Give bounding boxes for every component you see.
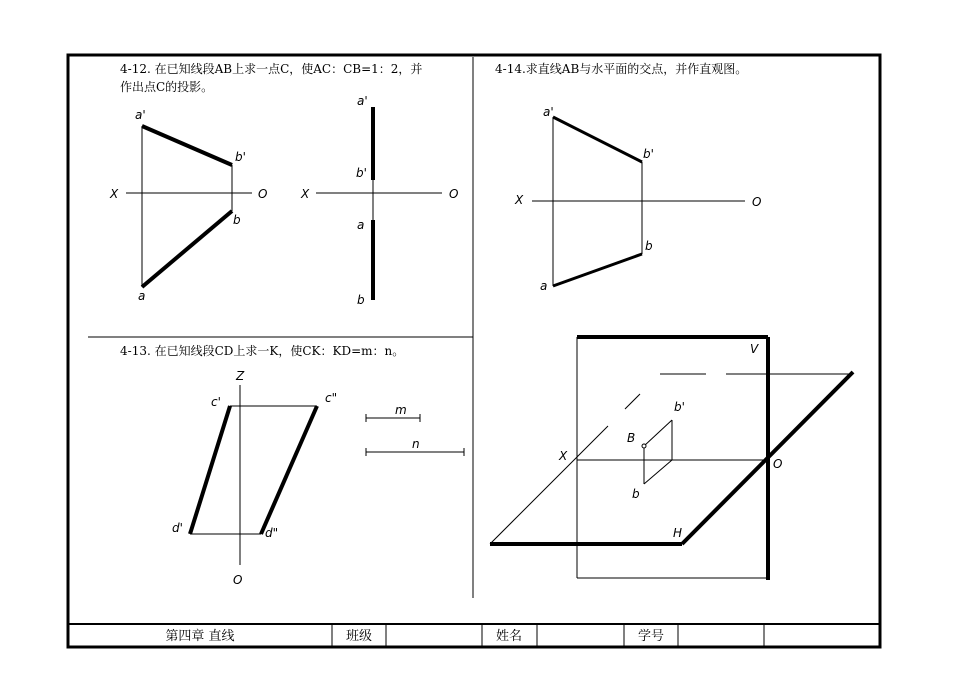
label-o-3: O [752,195,762,209]
label-a: a [138,289,146,303]
label-a-prime: a' [135,108,146,122]
label-a-prime-2: a' [357,94,368,108]
problem-4-12 [109,61,458,307]
h-plane-left-edge-hidden [625,394,640,409]
label-a-2: a [357,218,365,232]
label-d-prime: d' [172,521,183,535]
label-x-2: X [301,187,310,201]
label-b-prime-3: b' [643,147,654,161]
label-b-2: b [357,293,365,307]
label-x-3: X [515,193,524,207]
label-o-pictorial: O [773,457,783,471]
label-b-3: b [645,239,653,253]
footer-title-block [68,624,880,647]
pictorial-view [490,337,853,580]
problem-4-14 [490,61,853,580]
segment-c-prime-d-prime [190,406,230,534]
problem-4-12-title-line2: 作出点C的投影。 [120,80,214,94]
label-o: O [233,573,243,587]
label-x: X [110,187,119,201]
problem-4-13-title: 4-13. 在已知线段CD上求一K，使CK：KD=m：n。 [120,344,405,358]
problem-4-14-title: 4-14.求直线AB与水平面的交点，并作直观图。 [495,62,748,76]
label-b-prime-2: b' [356,166,367,180]
label-x-pictorial: X [559,449,568,463]
label-m: m [395,403,407,417]
segment-c-dprime-d-dprime [261,406,317,534]
segment-a-b [142,211,232,287]
label-z: Z [236,369,245,383]
label-b-capital: B [627,431,636,445]
footer-name-label: 姓名 [495,629,523,644]
label-o: O [258,187,268,201]
label-h: H [673,526,683,540]
footer-chapter: 第四章 直线 [165,629,235,644]
point-b [642,444,646,448]
label-b: b [233,213,241,227]
h-plane-left-edge [490,426,608,544]
label-n: n [412,437,420,451]
segment-a-prime-b-prime-3 [553,117,642,162]
label-b-pictorial: b [632,487,640,501]
label-a-prime-3: a' [543,105,554,119]
label-c-dprime: c" [325,391,338,405]
label-c-prime: c' [211,395,221,409]
label-b-prime: b' [235,150,246,164]
label-a-3: a [540,279,548,293]
segment-a-prime-b-prime [142,126,232,165]
b-to-axis-line [644,460,672,484]
problem-4-12-title-line1: 4-12. 在已知线段AB上求一点C，使AC：CB=1：2，并 [120,62,423,76]
label-d-dprime: d" [265,526,279,540]
footer-class-label: 班级 [345,629,373,644]
label-o-2: O [449,187,459,201]
label-v: V [750,342,759,356]
segment-a-b-3 [553,254,642,286]
b-to-bprime-line [644,420,672,446]
label-b-prime-pictorial: b' [674,400,685,414]
problem-4-13 [120,343,464,587]
footer-id-label: 学号 [637,629,665,644]
